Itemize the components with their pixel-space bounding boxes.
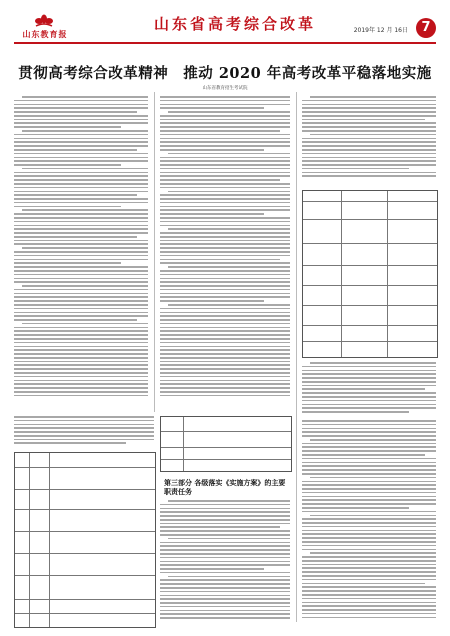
text-lines	[302, 96, 436, 177]
article-headline: 贯彻高考综合改革精神 推动 2020 年高考改革平稳落地实施	[18, 65, 432, 82]
column-divider	[296, 92, 297, 622]
table-intro-text	[14, 416, 154, 450]
page-number-badge: 7	[416, 18, 436, 38]
body-text-column-3	[302, 96, 436, 182]
text-lines	[160, 500, 290, 619]
section-title: 山东省高考综合改革	[153, 15, 316, 33]
text-lines	[14, 96, 148, 396]
exam-arrangement-table	[14, 452, 156, 628]
body-text-column-2	[160, 96, 290, 408]
body-text-column-3-bottom	[302, 420, 436, 626]
text-lines	[302, 362, 436, 413]
text-lines	[14, 416, 154, 444]
text-lines	[160, 96, 290, 396]
right-info-table	[302, 190, 438, 358]
body-text-column-3-cont	[302, 362, 436, 418]
flower-icon	[32, 14, 56, 28]
middle-info-table	[160, 416, 292, 472]
page-header	[0, 0, 450, 46]
header-divider	[14, 42, 436, 44]
part-three-heading: 第三部分 各级落实《实施方案》的主要职责任务	[164, 478, 286, 496]
issue-date: 2019年 12 月 16日	[353, 27, 408, 34]
masthead-logo	[14, 14, 76, 42]
text-lines	[302, 420, 436, 618]
article-source: 山东省教育招生考试院	[202, 86, 248, 91]
column-divider	[154, 92, 155, 412]
body-text-column-1	[14, 96, 148, 408]
body-text-column-2-bottom	[160, 500, 290, 626]
masthead-name: 山东教育报	[22, 29, 68, 39]
